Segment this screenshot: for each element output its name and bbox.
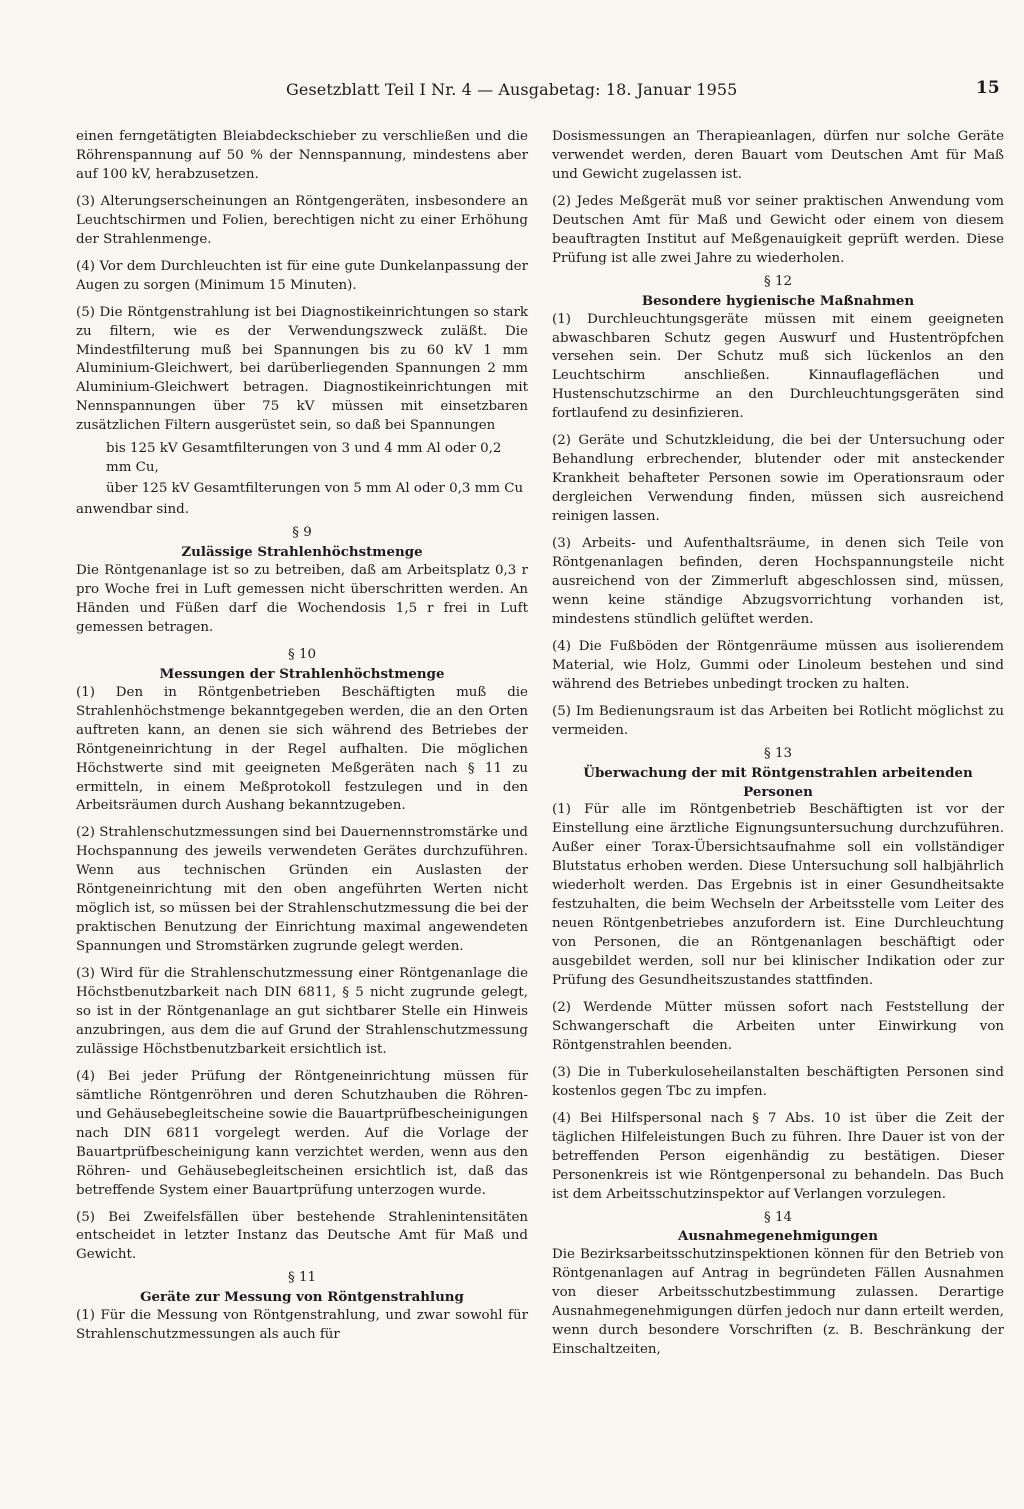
right-column (552, 128, 1004, 1368)
paragraph: (2) Strahlenschutzmessungen sind bei Dauernennstromstärke und Hochspannung des jeweils verwendeten Gerätes durchzuführen. Wenn aus technischen Gründen ein Auslasten der Röntgeneinrichtung mit den oben angeführten Werten nicht möglich ist, so müssen bei der Strahlenschutzmessung die bei der praktischen Benutzung der Einrichtung maximal angewendeten Spannungen und Stromstärken zugrunde gelegt werden. (76, 825, 528, 955)
paragraph: (5) Im Bedienungsraum ist das Arbeiten bei Rotlicht möglichst zu vermeiden. (552, 703, 1004, 738)
page-header (0, 80, 1024, 110)
list-item: über 125 kV Gesamtfilterungen von 5 mm Al oder 0,3 mm Cu (106, 481, 524, 497)
running-title: Gesetzblatt Teil I Nr. 4 — Ausgabetag: 18. Januar 1955 (286, 80, 738, 99)
paragraph: (4) Die Fußböden der Röntgenräume müssen aus isolierendem Material, wie Holz, Gummi oder Linoleum bestehen und sind während des Betriebes unbedingt trocken zu halten. (552, 638, 1004, 692)
paragraph: anwendbar sind. (76, 502, 190, 518)
paragraph: (3) Alterungserscheinungen an Röntgengeräten, insbesondere an Leuchtschirmen und Folien, berechtigen nicht zu einer Erhöhung der Strahlenmenge. (76, 193, 528, 247)
paragraph: (4) Vor dem Durchleuchten ist für eine gute Dunkelanpassung der Augen zu sorgen (Minimum 15 Minuten). (76, 258, 528, 293)
paragraph: (1) Den in Röntgenbetrieben Beschäftigten muß die Strahlenhöchstmenge bekanntgegeben werden, die an den Orten auftreten kann, an denen sie sich während des Betriebes der Röntgeneinrichtung in der Regel aufhalten. Die möglichen Höchstwerte sind mit geeigneten Meßgeräten nach § 11 zu ermitteln, in einem Meßprotokoll festzulegen und in den Arbeitsräumen durch Aushang bekanntzugeben. (76, 684, 528, 814)
section-title: Besondere hygienische Maßnahmen (641, 292, 915, 309)
section-title: Überwachung der mit Röntgenstrahlen arbeitenden Personen (583, 764, 973, 800)
paragraph: Die Röntgenanlage ist so zu betreiben, daß am Arbeitsplatz 0,3 r pro Woche frei in Luft gemessen nicht überschritten werden. An Händen und Füßen darf die Wochendosis 1,5 r frei in Luft gemessen betragen. (76, 563, 528, 635)
paragraph: (4) Bei jeder Prüfung der Röntgeneinrichtung müssen für sämtliche Röntgenröhren und deren Schutzhauben die Röhren- und Gehäusebegleitscheine sowie die Bauartprüfbescheinigungen nach DIN 6811 vorgelegt werden. Auf die Vorlage der Bauartprüfbescheinigung kann verzichtet werden, wenn aus den Röhren- und Gehäusebegleitscheinen ersichtlich ist, daß das betreffende System einer Bauartprüfung unterzogen wurde. (76, 1068, 528, 1198)
section-number: § 14 (764, 1209, 792, 1225)
left-column (76, 128, 528, 1353)
paragraph: (2) Geräte und Schutzkleidung, die bei der Untersuchung oder Behandlung erbrechender, blutender oder mit ansteckender Krankheit behafteter Personen sowie im Operationsraum oder dergleichen Verwendung finden, müssen sich ausreichend reinigen lassen. (552, 433, 1004, 525)
paragraph: (5) Bei Zweifelsfällen über bestehende Strahlenintensitäten entscheidet in letzter Instanz das Deutsche Amt für Maß und Gewicht. (76, 1209, 528, 1263)
paragraph: Dosismessungen an Therapieanlagen, dürfen nur solche Geräte verwendet werden, deren Bauart vom Deutschen Amt für Maß und Gewicht zugelassen ist. (552, 129, 1004, 182)
paragraph: (1) Durchleuchtungsgeräte müssen mit einem geeigneten abwaschbaren Schutz gegen Auswurf und Hustentröpfchen versehen sein. Der Schutz muß sich lückenlos an den Leuchtschirm anschließen. Kinnauflageflächen und Hustenschutzschirme an den Durchleuchtungsgeräten sind fortlaufend zu desinfizieren. (552, 311, 1004, 422)
section-number: § 11 (288, 1270, 316, 1286)
section-title: Geräte zur Messung von Röntgenstrahlung (140, 1289, 464, 1306)
section-number: § 12 (764, 273, 792, 289)
paragraph: (1) Für die Messung von Röntgenstrahlung, und zwar sowohl für Strahlenschutzmessungen als auch für (76, 1308, 528, 1343)
paragraph: (3) Die in Tuberkuloseheilanstalten beschäftigten Personen sind kostenlos gegen Tbc zu impfen. (552, 1064, 1004, 1099)
section-number: § 13 (764, 745, 792, 761)
paragraph: (2) Werdende Mütter müssen sofort nach Feststellung der Schwangerschaft die Arbeiten unter Einwirkung von Röntgenstrahlen beenden. (552, 999, 1004, 1053)
paragraph: einen ferngetätigten Bleiabdeckschieber zu verschließen und die Röhrenspannung auf 50 % der Nennspannung, mindestens aber auf 100 kV, herabzusetzen. (76, 129, 528, 182)
paragraph: Die Bezirksarbeitsschutzinspektionen können für den Betrieb von Röntgenanlagen auf Antrag in begründeten Fällen Ausnahmen von dieser Arbeitsschutzbestimmung zulassen. Derartige Ausnahmegenehmigungen dürfen jedoch nur dann erteilt werden, wenn durch besondere Vorschriften (z. B. Beschränkung der Einschaltzeiten, (552, 1247, 1004, 1358)
paragraph: (1) Für alle im Röntgenbetrieb Beschäftigten ist vor der Einstellung eine ärztliche Eignungsuntersuchung durchzuführen. Außer einer Torax-Übersichtsaufnahme soll ein vollständiger Blutstatus erhoben werden. Diese Untersuchung soll halbjährlich wiederholt werden. Das Ergebnis ist in einer Gesundheitsakte festzuhalten, die beim Wechseln der Arbeitsstelle vom Leiter des neuen Röntgenbetriebes anzufordern ist. Eine Durchleuchtung von Personen, die an Röntgenanlagen beschäftigt oder ausgebildet werden, soll nur bei klinischer Indikation oder zur Prüfung des Gesundheitszustandes stattfinden. (552, 802, 1004, 989)
paragraph: (4) Bei Hilfspersonal nach § 7 Abs. 10 ist über die Zeit der täglichen Hilfeleistungen Buch zu führen. Ihre Dauer ist von der betreffenden Person eigenhändig zu bestätigen. Dieser Personenkreis ist wie Röntgenpersonal zu behandeln. Das Buch ist dem Arbeitsschutzinspektor auf Verlangen vorzulegen. (552, 1110, 1004, 1202)
section-number: § 9 (292, 525, 312, 541)
paragraph: (5) Die Röntgenstrahlung ist bei Diagnostikeinrichtungen so stark zu filtern, wie es der Verwendungszweck zuläßt. Die Mindestfilterung muß bei Spannungen bis zu 60 kV 1 mm Aluminium-Gleichwert, bei darüberliegenden Spannungen 2 mm Aluminium-Gleichwert betragen. Diagnostikeinrichtungen mit Nennspannungen über 75 kV müssen mit einsetzbaren zusätzlichen Filtern ausgerüstet sein, so daß bei Spannungen (76, 304, 528, 434)
page-number: 15 (976, 78, 1000, 98)
paragraph: (3) Wird für die Strahlenschutzmessung einer Röntgenanlage die Höchstbenutzbarkeit nach DIN 6811, § 5 nicht zugrunde gelegt, so ist in der Röntgenanlage an gut sichtbarer Stelle ein Hinweis anzubringen, aus dem die auf Grund der Strahlenschutzmessung zulässige Höchstbenutzbarkeit ersichtlich ist. (76, 966, 528, 1057)
section-title: Zulässige Strahlenhöchstmenge (181, 544, 423, 561)
section-number: § 10 (288, 646, 316, 662)
section-title: Ausnahmegenehmigungen (677, 1228, 879, 1245)
paragraph: (2) Jedes Meßgerät muß vor seiner praktischen Anwendung vom Deutschen Amt für Maß und Gewicht oder einem von diesem beauftragten Institut auf Meßgenauigkeit geprüft werden. Diese Prüfung ist alle zwei Jahre zu wiederholen. (552, 193, 1004, 266)
paragraph: (3) Arbeits- und Aufenthaltsräume, in denen sich Teile von Röntgenanlagen befinden, deren Hochspannungsteile nicht ausreichend von der Zimmerluft abgeschlossen sind, müssen, wenn keine ständige Abzugsvorrichtung vorhanden ist, mindestens stündlich gelüftet werden. (552, 536, 1004, 627)
list-item: bis 125 kV Gesamtfilterungen von 3 und 4 mm Al oder 0,2 mm Cu, (106, 441, 502, 476)
section-title: Messungen der Strahlenhöchstmenge (159, 665, 445, 682)
